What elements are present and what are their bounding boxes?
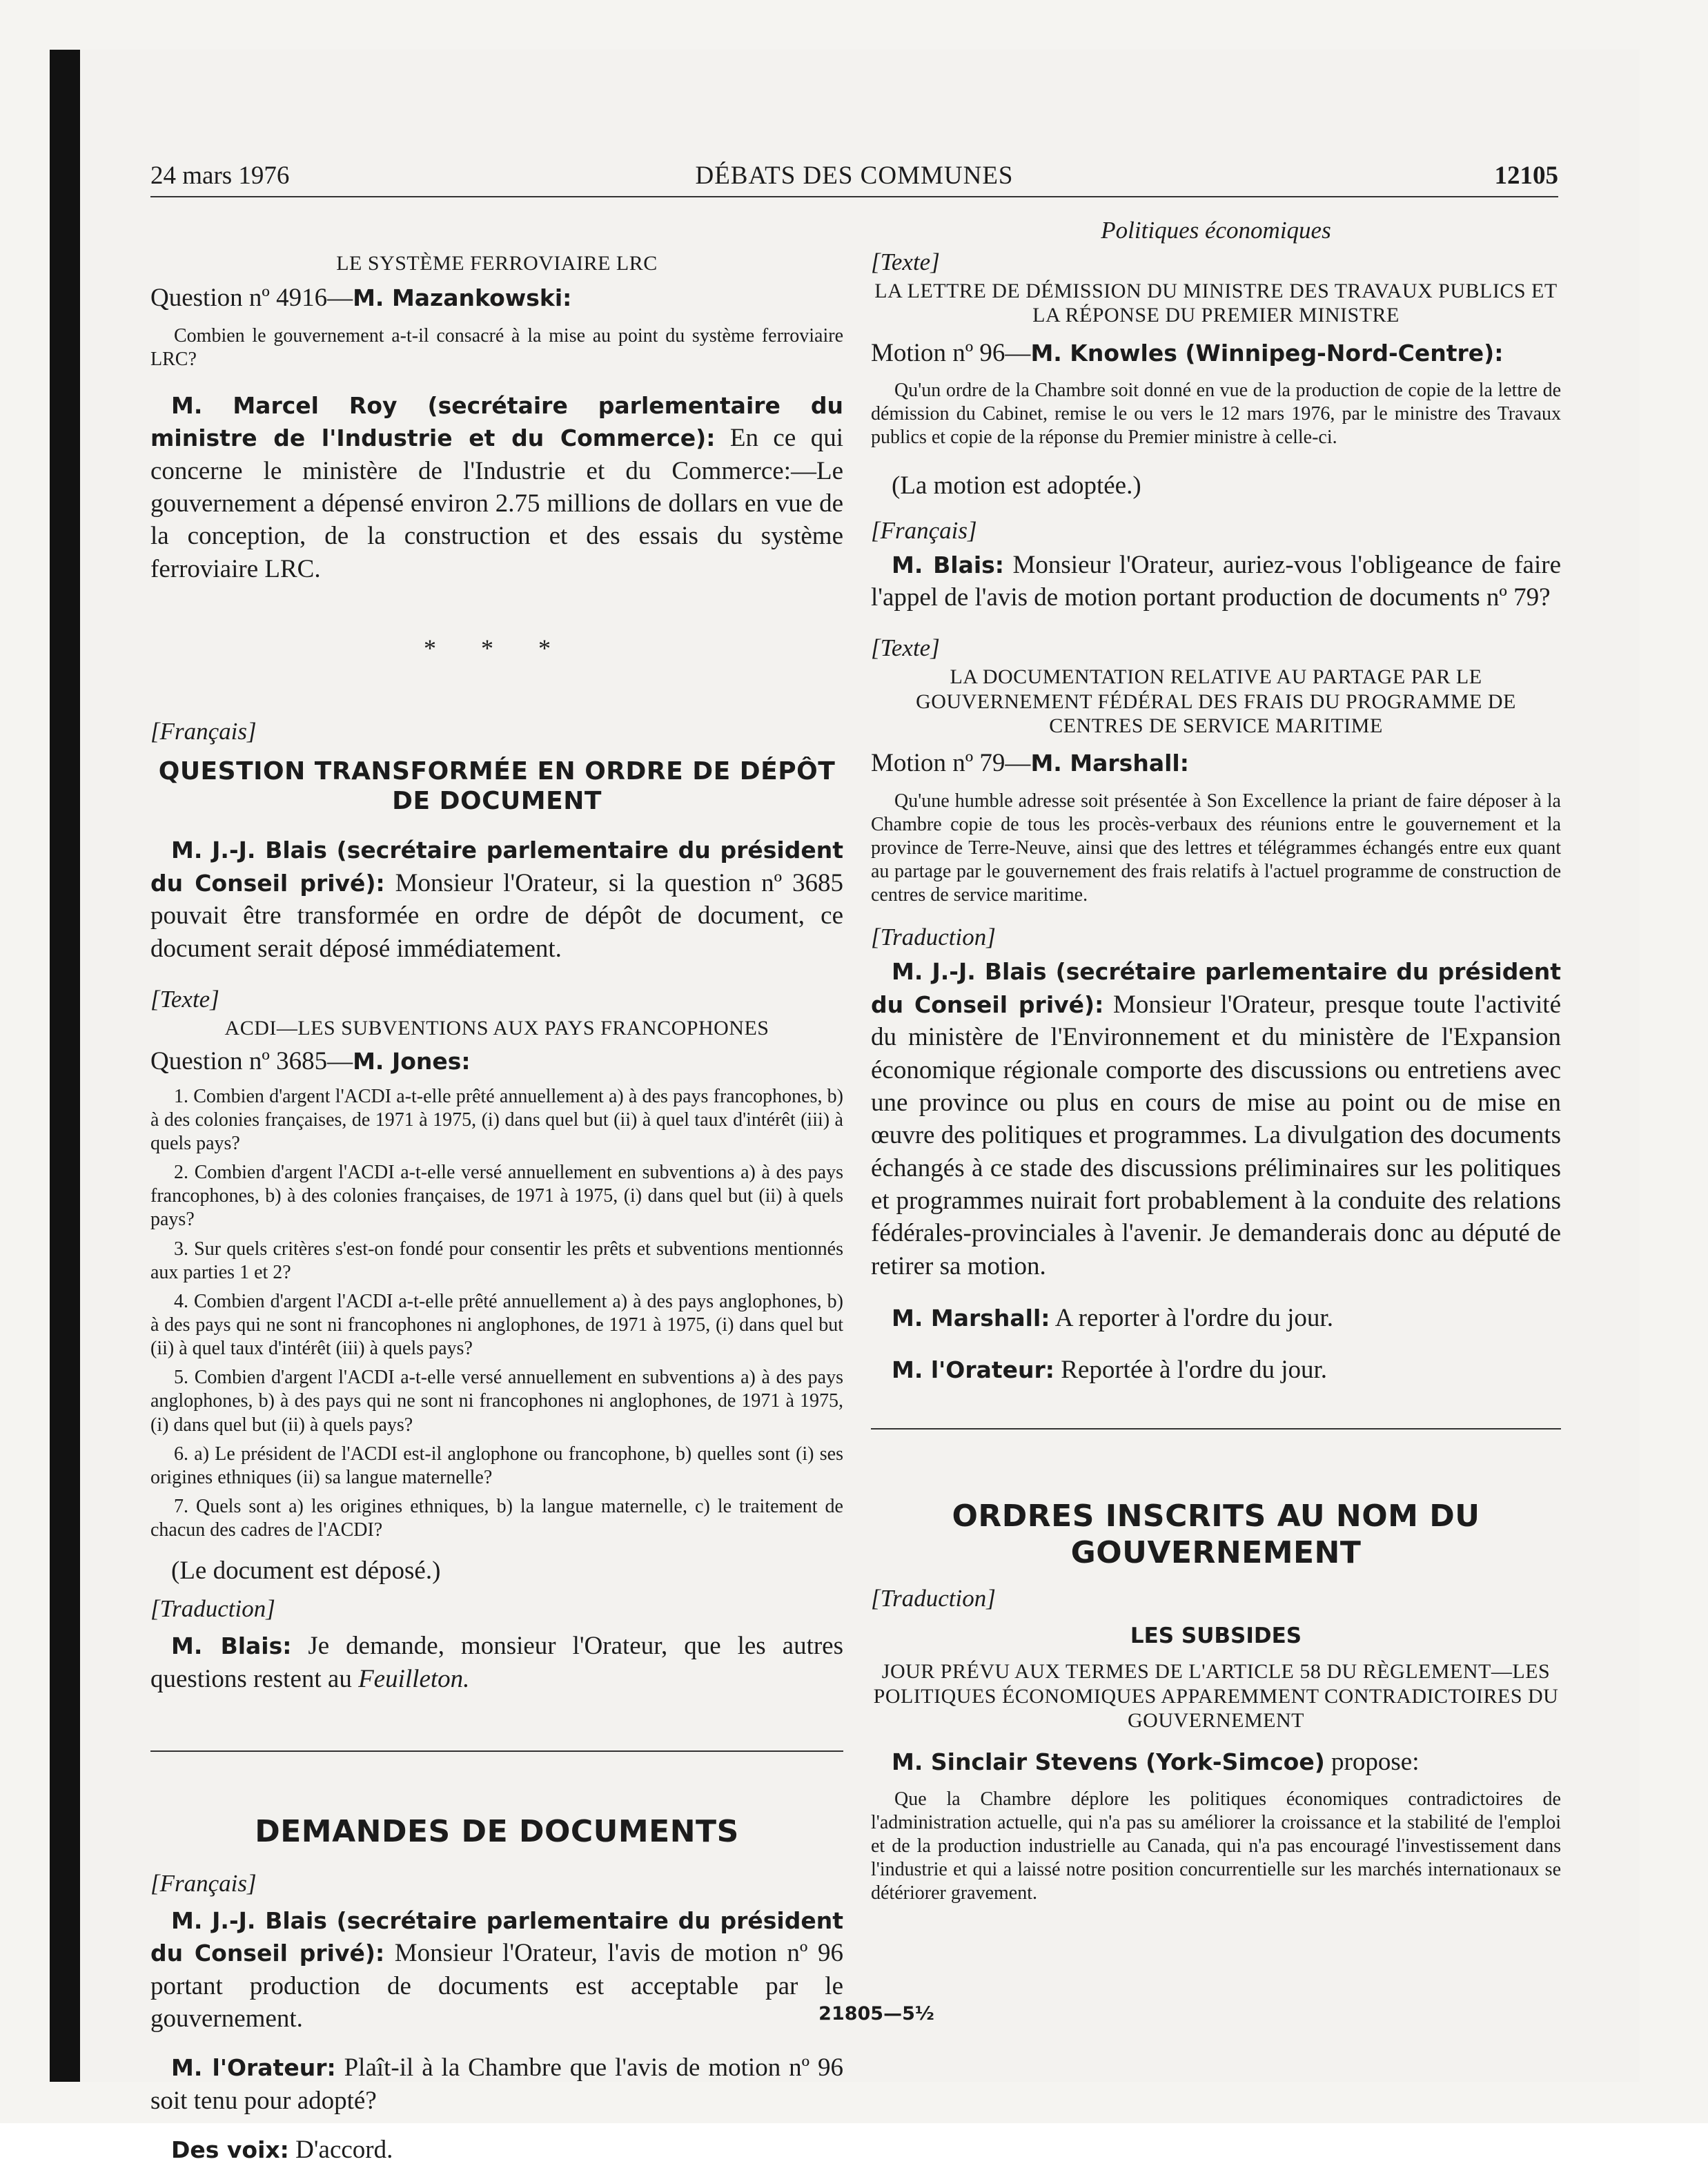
section-separator: * * * bbox=[424, 634, 570, 663]
speech bbox=[150, 1630, 843, 1695]
language-rubric: [Texte] bbox=[150, 985, 219, 1013]
motion-text: Qu'un ordre de la Chambre soit donné en vue de la production de copie de la lettre de démission du Cabinet, remise le ou vers le 12 mars 1976, par le ministre des Travaux publics et copie de la réponse du Premier ministre à celle-ci. bbox=[871, 380, 1561, 449]
speaker-name: M. Marcel Roy (secrétaire parlementaire du ministre de l'Industrie et du Commerce): bbox=[150, 391, 843, 452]
member-name: M. Jones: bbox=[353, 1048, 471, 1075]
speech-text: Monsieur l'Orateur, presque toute l'activité du ministère de l'Environnement et du ministère de l'Expansion économique régionale comporte des discussions ou entretiens avec une province ou plus en cours de mise au point ou de mise en œuvre des politiques et programmes. La divulgation des documents échangés à ce stade des discussions préliminaires sur les politiques et programmes nuirait fort probablement à la conduite des relations fédérales-provinciales à l'avenir. Je demanderais donc au député de retirer sa motion. bbox=[871, 990, 1561, 1280]
language-rubric: [Français] bbox=[871, 516, 977, 544]
question-items bbox=[150, 1085, 843, 1543]
sheet-signature: 21805—5½ bbox=[818, 2003, 934, 2024]
running-header bbox=[150, 163, 1558, 197]
speech bbox=[150, 2051, 843, 2117]
motion-number: Motion nº 79— bbox=[871, 749, 1031, 778]
question-number: Question nº 4916— bbox=[150, 284, 353, 313]
procedural-note: (Le document est déposé.) bbox=[171, 1557, 441, 1586]
section-heading: DEMANDES DE DOCUMENTS bbox=[255, 1814, 739, 1850]
motion-number: Motion nº 96— bbox=[871, 338, 1031, 367]
language-rubric: [Traduction] bbox=[871, 924, 996, 951]
header-page-number: 12105 bbox=[1494, 162, 1558, 190]
speech bbox=[150, 1904, 843, 2035]
language-rubric: [Texte] bbox=[871, 634, 940, 662]
speech bbox=[871, 1302, 1561, 1334]
motion-line bbox=[871, 338, 1561, 369]
speech-text: Je demande, monsieur l'Orateur, que les autres questions restent au bbox=[150, 1632, 844, 1693]
motion-line bbox=[871, 748, 1561, 779]
speaker-name: M. J.-J. Blais (secrétaire parlementaire du président du Conseil privé): bbox=[150, 1906, 843, 1967]
language-rubric: [Français] bbox=[150, 1869, 257, 1897]
speech-text: propose: bbox=[1324, 1747, 1420, 1776]
motion-text: Qu'une humble adresse soit présentée à Son Excellence la priant de faire déposer à la Chambre copie de tous les procès-verbaux des réunions entre le gouvernement et la province de Terre-Neuve, ainsi que des lettres et télégrammes échangés entre eux quant au partage par le gouvernement des frais relatifs à l'actuel programme de construction de centres de service maritime. bbox=[871, 790, 1561, 906]
question-item: 3. Sur quels critères s'est-on fondé pour consentir les prêts et subventions mentionnés aux parties 1 et 2? bbox=[150, 1238, 843, 1283]
section-heading: LA DOCUMENTATION RELATIVE AU PARTAGE PAR LE GOUVERNEMENT FÉDÉRAL DES FRAIS DU PROGRAMME DE CENTRES DE SERVICE MARITIME bbox=[916, 665, 1516, 737]
language-rubric: [Français] bbox=[150, 718, 257, 745]
question-item: 6. a) Le président de l'ACDI est-il anglophone ou francophone, b) quelles sont (i) ses origines ethniques (ii) sa langue maternelle? bbox=[150, 1443, 843, 1488]
question-text: Combien le gouvernement a-t-il consacré à la mise au point du système ferroviaire LRC? bbox=[150, 324, 843, 370]
speech bbox=[150, 2134, 843, 2166]
section-heading: JOUR PRÉVU AUX TERMES DE L'ARTICLE 58 DU RÈGLEMENT—LES POLITIQUES ÉCONOMIQUES APPAREMMENT CONTRADICTOIRES DU GOUVERNEMENT bbox=[873, 1660, 1559, 1733]
section-heading: LES SUBSIDES bbox=[1130, 1623, 1302, 1649]
speech-text: A reporter à l'ordre du jour. bbox=[1050, 1304, 1333, 1333]
speech-text: D'accord. bbox=[288, 2136, 393, 2165]
question-line bbox=[150, 282, 843, 314]
speaker-name: M. Marshall: bbox=[892, 1305, 1050, 1332]
speaker-name: M. Blais: bbox=[171, 1632, 292, 1660]
header-title: DÉBATS DES COMMUNES bbox=[695, 162, 1014, 190]
feuilleton-word: Feuilleton. bbox=[358, 1664, 470, 1693]
speech bbox=[150, 834, 843, 964]
section-heading: LA LETTRE DE DÉMISSION DU MINISTRE DES TRAVAUX PUBLICS ET LA RÉPONSE DU PREMIER MINISTRE bbox=[874, 280, 1558, 327]
speaker-name: M. l'Orateur: bbox=[171, 2054, 336, 2082]
language-rubric: [Traduction] bbox=[871, 1585, 996, 1612]
right-column bbox=[871, 204, 1561, 1906]
section-rule bbox=[150, 1750, 843, 1752]
binding-edge bbox=[50, 50, 80, 2082]
speech bbox=[871, 955, 1561, 1282]
language-rubric: [Texte] bbox=[871, 248, 940, 275]
motion-text: Que la Chambre déplore les politiques économiques contradictoires de l'administration actuelle, qui n'a pas su améliorer la croissance et la stabilité de l'emploi et de la production industrielle au Canada, qui n'a pas encouragé l'investissement dans l'industrie et qui a laissé notre position concurrentielle sur les marchés internationaux se détériorer gravement. bbox=[871, 1788, 1561, 1904]
section-heading: ORDRES INSCRITS AU NOM DU GOUVERNEMENT bbox=[952, 1498, 1480, 1570]
question-item: 5. Combien d'argent l'ACDI a-t-elle versé annuellement en subventions a) à des pays anglophones, b) à des pays qui ne sont ni francophones ni anglophones, de 1971 à 1975, (i) dans quel but (ii) à quels pays? bbox=[150, 1367, 843, 1436]
speech-text: Plaît-il à la Chambre que l'avis de motion nº 96 soit tenu pour adopté? bbox=[150, 2053, 843, 2115]
speech bbox=[871, 1354, 1561, 1386]
speaker-name: M. Blais: bbox=[892, 551, 1004, 578]
section-rule bbox=[871, 1428, 1561, 1430]
member-name: M. Knowles (Winnipeg-Nord-Centre): bbox=[1030, 339, 1504, 367]
speaker-name: Des voix: bbox=[171, 2136, 289, 2164]
language-rubric: [Traduction] bbox=[150, 1595, 275, 1623]
question-item: 1. Combien d'argent l'ACDI a-t-elle prêté annuellement a) à des pays francophones, b) à des colonies françaises, de 1971 à 1975, (i) dans quel but (ii) à quel taux d'intérêt (iii) à quels pays? bbox=[150, 1085, 843, 1154]
speech bbox=[871, 549, 1561, 614]
left-column bbox=[150, 204, 843, 2166]
speaker-name: M. Sinclair Stevens (York-Simcoe) bbox=[892, 1748, 1325, 1775]
speech-text: Monsieur l'Orateur, auriez-vous l'obligeance de faire l'appel de l'avis de motion portant production de documents nº 79? bbox=[871, 550, 1561, 612]
speaker-name: M. l'Orateur: bbox=[892, 1356, 1054, 1384]
header-date: 24 mars 1976 bbox=[150, 162, 290, 190]
speech bbox=[150, 389, 843, 585]
question-item: 4. Combien d'argent l'ACDI a-t-elle prêté annuellement a) à des pays anglophones, b) à des pays qui ne sont ni francophones ni anglophones, de 1971 à 1975, (i) dans quel but (ii) à quel taux d'intérêt (iii) à quels pays? bbox=[150, 1290, 843, 1360]
speaker-name: M. J.-J. Blais (secrétaire parlementaire du président du Conseil privé): bbox=[150, 837, 843, 897]
speech-text: En ce qui concerne le ministère de l'Industrie et du Commerce:—Le gouvernement a dépensé environ 2.75 millions de dollars en vue de la conception, de la construction et des essais du système ferroviaire LRC. bbox=[150, 424, 843, 583]
question-number: Question nº 3685— bbox=[150, 1047, 353, 1076]
member-name: M. Marshall: bbox=[1030, 750, 1189, 777]
member-name: M. Mazankowski: bbox=[353, 284, 572, 312]
speech-text: Monsieur l'Orateur, si la question nº 3685 pouvait être transformée en ordre de dépôt de document, ce document serait déposé immédiatement. bbox=[150, 868, 843, 963]
question-item: 2. Combien d'argent l'ACDI a-t-elle versé annuellement en subventions a) à des pays francophones, b) à des colonies françaises, de 1971 à 1975, (i) dans quel but (ii) à quels pays? bbox=[150, 1162, 843, 1231]
speech-text: Monsieur l'Orateur, l'avis de motion nº 96 portant production de documents est acceptable par le gouvernement. bbox=[150, 1939, 843, 2033]
procedural-note: (La motion est adoptée.) bbox=[892, 471, 1141, 500]
question-item: 7. Quels sont a) les origines ethniques, b) la langue maternelle, c) le traitement de chacun des cadres de l'ACDI? bbox=[150, 1496, 843, 1541]
section-rubric: Politiques économiques bbox=[1101, 217, 1331, 244]
speech bbox=[871, 1746, 1561, 1778]
section-heading: QUESTION TRANSFORMÉE EN ORDRE DE DÉPÔT DE DOCUMENT bbox=[158, 757, 836, 816]
speaker-name: M. J.-J. Blais (secrétaire parlementaire du président du Conseil privé): bbox=[871, 958, 1561, 1018]
speech-text: Reportée à l'ordre du jour. bbox=[1054, 1356, 1328, 1385]
section-heading: ACDI—LES SUBVENTIONS AUX PAYS FRANCOPHONES bbox=[224, 1016, 769, 1040]
question-line bbox=[150, 1046, 843, 1077]
section-heading: LE SYSTÈME FERROVIAIRE LRC bbox=[336, 252, 658, 275]
